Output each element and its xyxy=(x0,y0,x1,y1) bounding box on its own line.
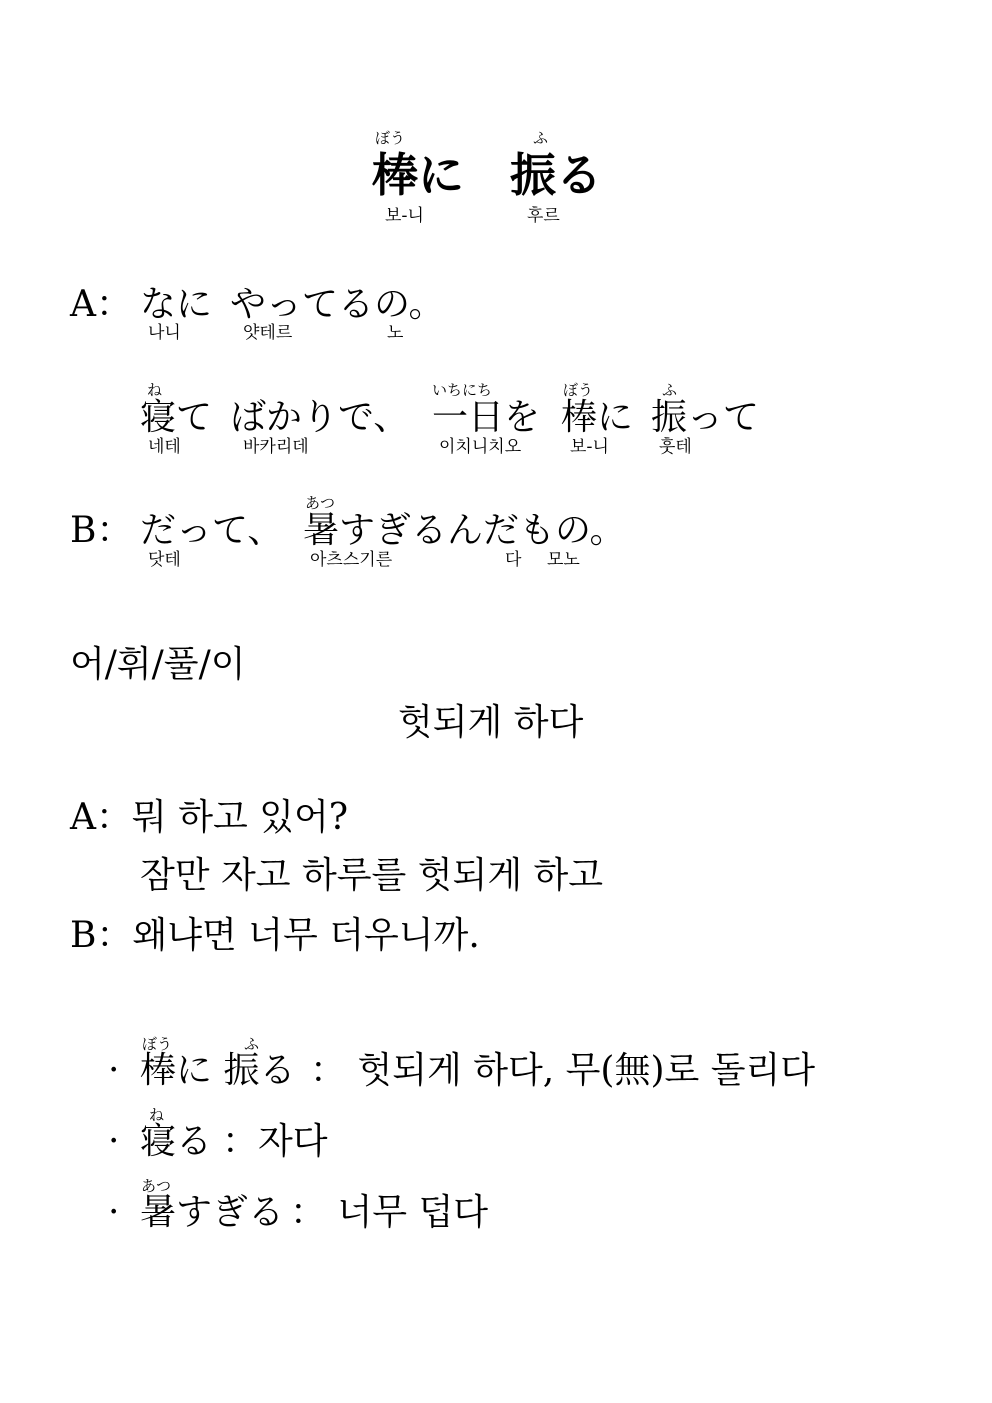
line-a2-text-nete: 寝て xyxy=(140,397,213,438)
vocab-header: 어/휘/풀/이 xyxy=(70,644,246,685)
phrase-meaning: 헛되게 하다 xyxy=(398,702,584,743)
line-a-korean-3: 노 xyxy=(387,323,404,343)
glossary-1-term: 棒に 振る xyxy=(140,1050,296,1091)
line-a2-korean-2: 바카리데 xyxy=(243,437,309,457)
ruby-atsu: あつ xyxy=(305,494,336,512)
line-a-korean-1: 나니 xyxy=(148,323,181,343)
ruby-fu: ふ xyxy=(662,381,678,399)
title-korean-bouni: 보-니 xyxy=(385,206,424,226)
title-ruby-fu: ふ xyxy=(533,129,549,147)
title-text-bouni: 棒に xyxy=(372,148,464,202)
line-b-text-datte: だって、 xyxy=(140,510,284,551)
speaker-b: B： xyxy=(70,510,133,551)
glossary-2-meaning: ：자다 xyxy=(222,1121,328,1162)
line-b-korean-1: 닷테 xyxy=(148,550,181,570)
glossary-1-meaning: ： 헛되게 하다, 무(無)로 돌리다 xyxy=(310,1050,816,1091)
title-korean-furu: 후르 xyxy=(527,206,560,226)
line-a2-text-ichinichi: 一日を xyxy=(432,397,541,438)
speaker-a: A： xyxy=(70,284,132,325)
glossary-bullet: · xyxy=(108,1121,120,1162)
glossary-1-ruby-fu: ふ xyxy=(244,1035,260,1053)
ruby-ne: ね xyxy=(147,381,163,399)
korean-line-a2: 잠만 자고 하루를 헛되게 하고 xyxy=(140,855,604,896)
line-a2-korean-3: 이치니치오 xyxy=(439,437,522,457)
ruby-bou: ぼう xyxy=(563,381,594,399)
glossary-bullet: · xyxy=(108,1192,120,1233)
title-ruby-bou: ぼう xyxy=(375,129,406,147)
line-a2-text-futte: 振って xyxy=(651,397,760,438)
line-a2-text-bouni: 棒に xyxy=(561,397,634,438)
glossary-2-ruby-ne: ね xyxy=(149,1106,165,1124)
glossary-bullet: · xyxy=(108,1050,120,1091)
line-a-text-yatteru: やってるの。 xyxy=(230,284,445,325)
line-b-korean-3: 다 xyxy=(505,550,522,570)
glossary-2-term: 寝る xyxy=(140,1121,213,1162)
glossary-3-meaning: ： 너무 덥다 xyxy=(290,1192,488,1233)
korean-line-b: B：왜냐면 너무 더우니까. xyxy=(70,915,480,956)
glossary-3-term: 暑すぎる xyxy=(140,1192,285,1233)
line-a-korean-2: 얏테르 xyxy=(243,323,293,343)
line-b-korean-4: 모노 xyxy=(547,550,580,570)
line-b-text-atsusugiru: 暑すぎるんだもの。 xyxy=(303,510,626,551)
title-text-furu: 振る xyxy=(510,148,602,202)
line-a2-korean-5: 훗테 xyxy=(659,437,692,457)
korean-line-a: A：뭐 하고 있어? xyxy=(70,797,349,838)
glossary-3-ruby-atsu: あつ xyxy=(141,1177,172,1195)
line-a-text-nani: なに xyxy=(140,284,213,325)
glossary-1-ruby-bou: ぼう xyxy=(142,1035,173,1053)
line-b-korean-2: 아츠스기른 xyxy=(310,550,393,570)
line-a2-korean-1: 네테 xyxy=(148,437,181,457)
ruby-ichinichi: いちにち xyxy=(432,381,493,399)
line-a2-korean-4: 보-니 xyxy=(570,437,609,457)
line-a2-text-bakaride: ばかりで、 xyxy=(230,397,410,438)
